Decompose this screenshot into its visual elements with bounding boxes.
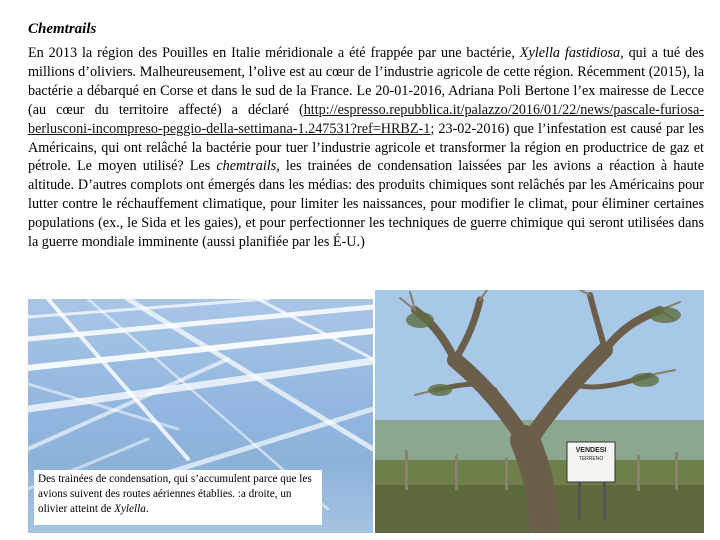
page-title: Chemtrails [28, 21, 97, 37]
paragraph-text-2: , qui a tué des millions d’oliviers. Malheureusement, l’olive est au cœur de l’industrie agricole de cette région. Récemment (2015), la bactérie a débarqué en Corse et dans le sud de la France. Le 20-01-2016, Adriana Poli Bertone l’ex mairesse de Lecce (au cœur du territoire affecté) a déclaré ( [28, 45, 705, 118]
source-link[interactable]: http://espresso.repubblica.it/palazzo/2016/01/22/news/pascale-furiosa-berlusconi-incompreso-peggio-della-settimana-1.247531?ref=HRBZ-1 [28, 101, 704, 137]
olive-tree-illustration [375, 290, 704, 533]
caption-end: . [145, 503, 149, 515]
caption-species: Xylella [114, 503, 146, 515]
for-sale-sign [569, 447, 613, 463]
olive-tree-photo [375, 290, 704, 533]
species-name: Xylella fastidiosa [519, 45, 621, 61]
paragraph-text-4: , les trainées de condensation laissées par les avions a réaction à haute altitude. D’autres complots ont émergés dans les médias: des produits chimiques sont relâchés par les Américains pour lutter contre le réchauffement climatique, pour limiter les naissances, pour modifier le climat, pour éliminer certaines populations (ex., le Sida et les gaies), et pour perfectionner les techniques de guerre chimique qui seront utilisées dans la guerre mondiale imminente (aussi planifiée par les É-U.) [28, 158, 704, 251]
caption-text: Des trainées de condensation, qui s’accumulent parce que les avions suivent des routes aériennes établies. :a droite, un olivier atteint de [38, 473, 312, 515]
paragraph-text-3: ; 23-02-2016) que l’infestation est causé par les Américains, qui ont relâché la bactérie pour tuer l’industrie agricole et transformer la région en productrice de gaz et pétrole. Le moyen utilisé? Les [28, 120, 704, 175]
paragraph-text-1: En 2013 la région des Pouilles en Italie méridionale a été frappée par une bactérie, [28, 45, 520, 61]
contrails-photo [28, 299, 373, 533]
photo-caption [34, 470, 322, 525]
article-paragraph [28, 44, 704, 252]
sign-line-1: VENDESI [575, 447, 607, 454]
sign-line-2: TERRENO [578, 456, 604, 462]
chemtrails-term: chemtrails [216, 158, 277, 175]
